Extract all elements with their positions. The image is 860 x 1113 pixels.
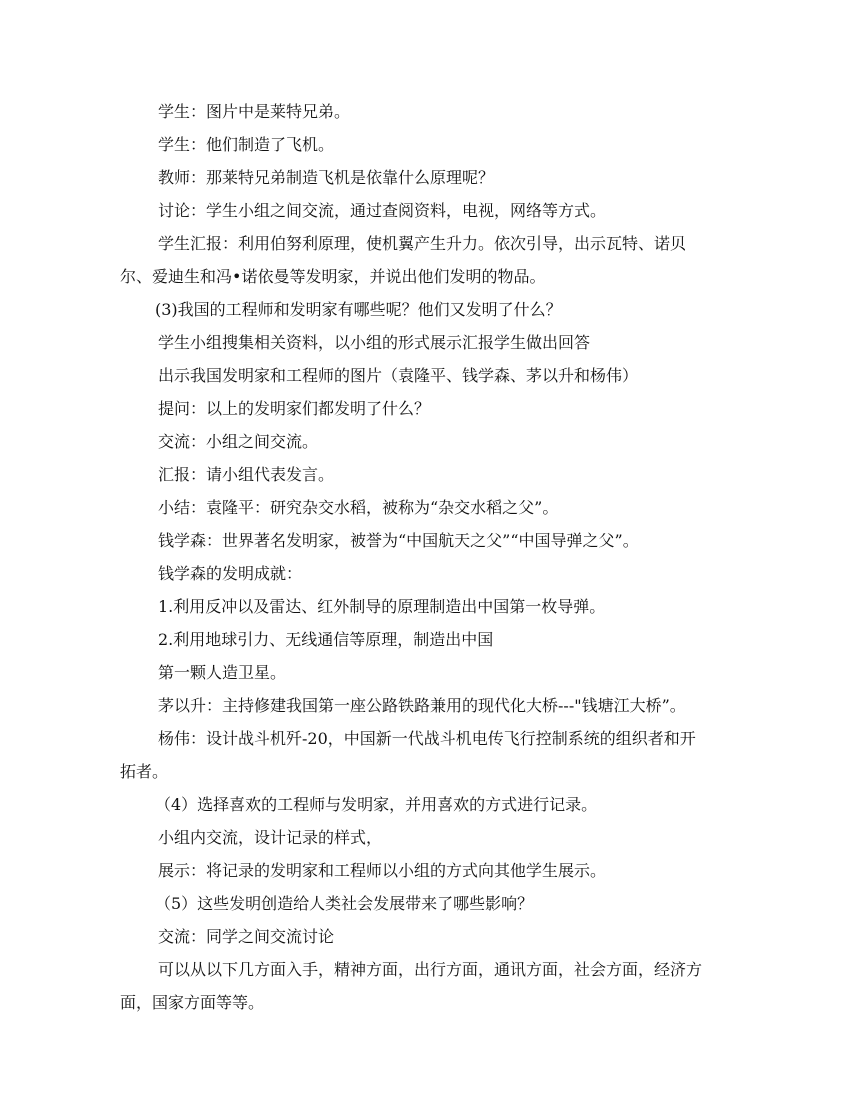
text-line: 讨论：学生小组之间交流，通过查阅资料，电视，网络等方式。 — [158, 201, 607, 220]
text-line: 出示我国发明家和工程师的图片（袁隆平、钱学森、茅以升和杨伟） — [158, 366, 639, 385]
text-line: 学生：他们制造了飞机。 — [158, 135, 335, 154]
text-line: 提问：以上的发明家们都发明了什么？ — [158, 399, 431, 418]
text-line: 教师：那莱特兄弟制造飞机是依靠什么原理呢？ — [158, 168, 495, 187]
list-item: 1.利用反冲以及雷达、红外制导的原理制造出中国第一枚导弹。 — [158, 597, 606, 616]
text-line: 汇报：请小组代表发言。 — [158, 465, 335, 484]
text-line: 小组内交流，设计记录的样式， — [158, 828, 383, 847]
section-heading: (3)我国的工程师和发明家有哪些呢？他们又发明了什么？ — [155, 300, 562, 319]
text-line: 小结：袁隆平：研究杂交水稻，被称为“杂交水稻之父”。 — [158, 498, 559, 517]
text-line: 面，国家方面等等。 — [120, 993, 265, 1012]
text-line: 可以从以下几方面入手，精神方面，出行方面，通讯方面，社会方面，经济方 — [158, 960, 703, 979]
text-line: 第一颗人造卫星。 — [158, 663, 287, 682]
text-line: 交流：同学之间交流讨论 — [158, 927, 335, 946]
list-item: 2.利用地球引力、无线通信等原理，制造出中国 — [158, 630, 494, 649]
text-line: 展示：将记录的发明家和工程师以小组的方式向其他学生展示。 — [158, 861, 607, 880]
text-line: 杨伟：设计战斗机歼-20，中国新一代战斗机电传飞行控制系统的组织者和开 — [158, 729, 696, 748]
text-line: 拓者。 — [120, 762, 169, 781]
text-line: 尔、爱迪生和冯•诺依曼等发明家，并说出他们发明的物品。 — [120, 267, 546, 286]
text-line: 钱学森的发明成就： — [158, 564, 303, 583]
text-line: 交流：小组之间交流。 — [158, 432, 319, 451]
text-line: 学生汇报：利用伯努利原理，使机翼产生升力。依次引导，出示瓦特、诺贝 — [158, 234, 687, 253]
section-heading: （5）这些发明创造给人类社会发展带来了哪些影响？ — [155, 894, 534, 913]
text-line: 学生小组搜集相关资料，以小组的形式展示汇报学生做出回答 — [158, 333, 591, 352]
text-line: 钱学森：世界著名发明家，被誉为“中国航天之父”“中国导弹之父”。 — [158, 531, 639, 550]
text-line: 茅以升：主持修建我国第一座公路铁路兼用的现代化大桥---"钱塘江大桥”。 — [158, 696, 686, 715]
text-line: 学生：图片中是莱特兄弟。 — [158, 102, 351, 121]
section-heading: （4）选择喜欢的工程师与发明家，并用喜欢的方式进行记录。 — [155, 795, 598, 814]
